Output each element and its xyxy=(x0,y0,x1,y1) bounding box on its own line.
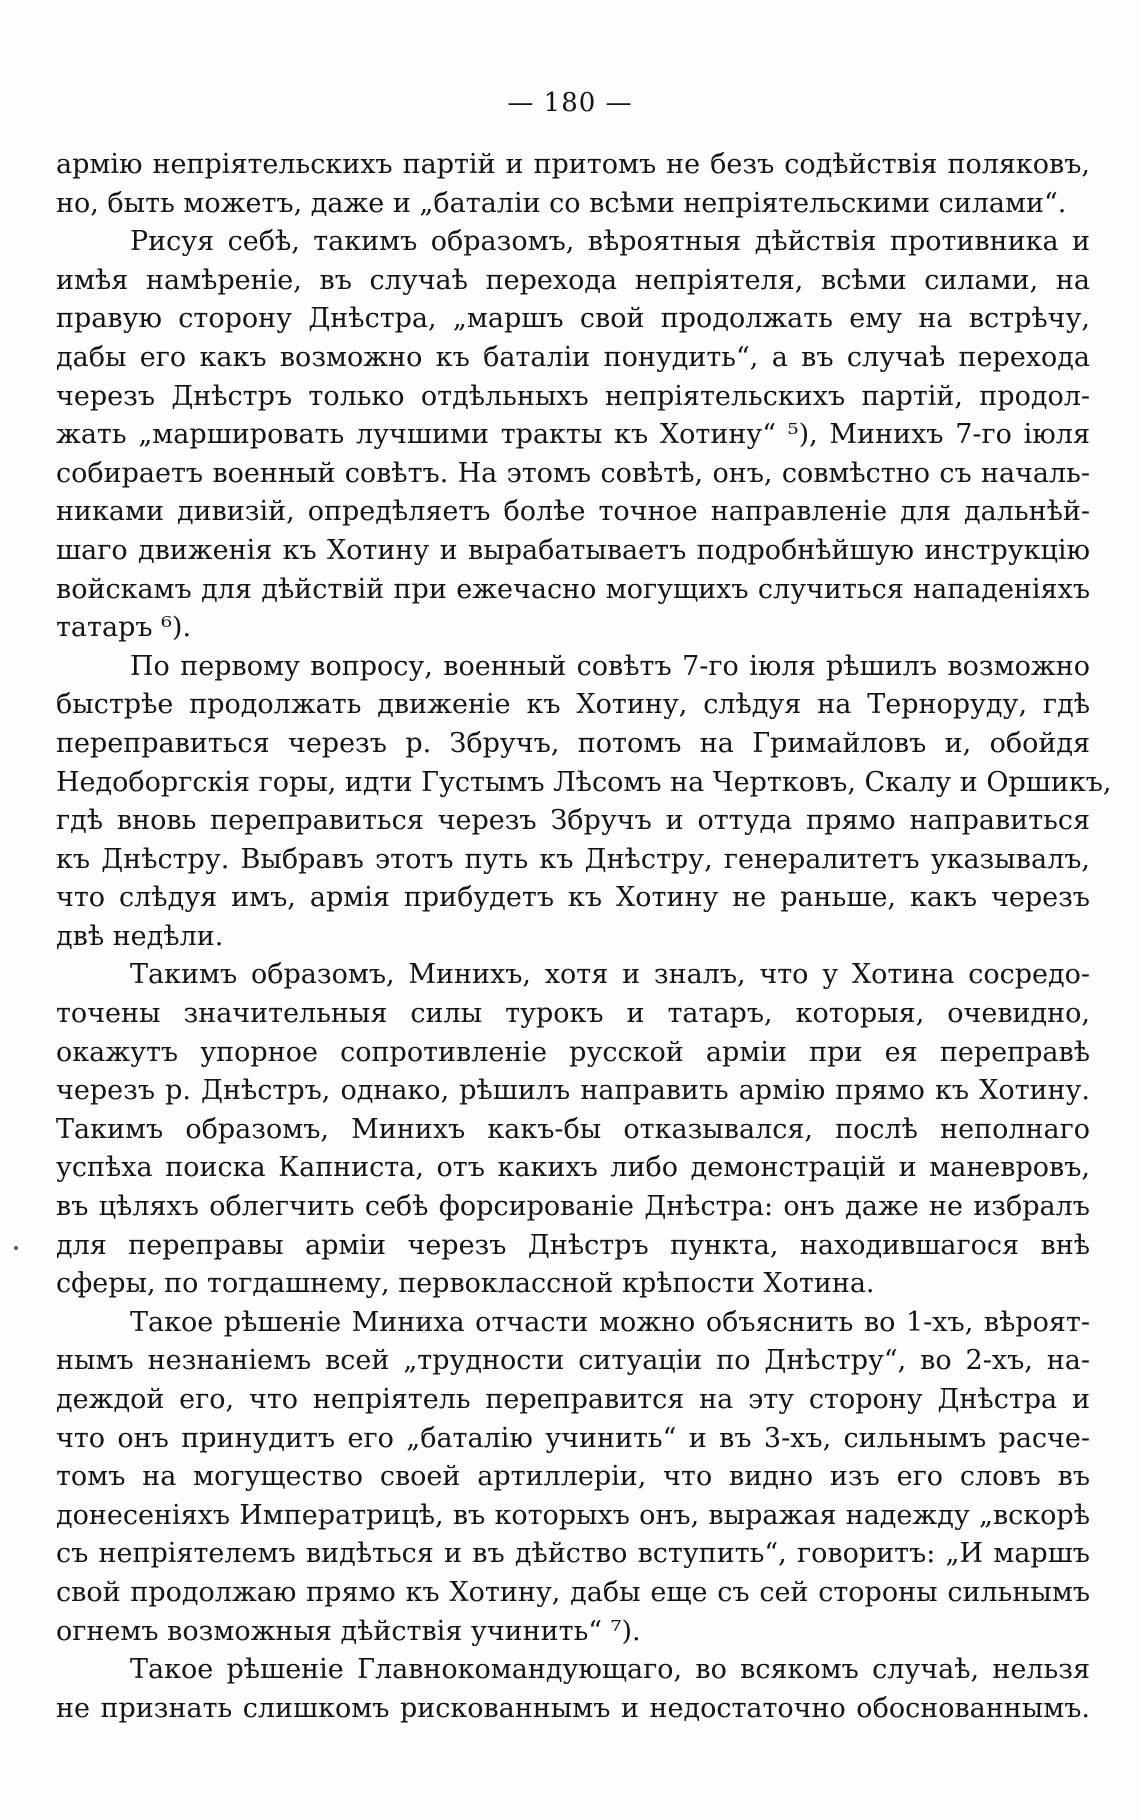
text-line: не признать слишкомъ рискованнымъ и недостаточно обоснованнымъ. xyxy=(56,1692,1090,1724)
text-line: деждой его, что непріятель переправится на эту сторону Днѣстра и xyxy=(56,1384,1090,1415)
text-line: огнемъ возможныя дѣйствія учинить“ ⁷). xyxy=(56,1615,641,1647)
text-line: жать „маршировать лучшими тракты къ Хотину“ ⁵), Минихъ 7-го іюля xyxy=(56,419,1090,451)
text-line: черезъ р. Днѣстръ, однако, рѣшилъ направить армію прямо къ Хотину. xyxy=(56,1075,1090,1107)
text-line: татаръ ⁶). xyxy=(56,612,192,644)
text-line: Такимъ образомъ, Минихъ, хотя и зналъ, что у Хотина сосредо- xyxy=(130,959,1090,991)
text-line: двѣ недѣли. xyxy=(56,920,224,952)
text-line: войскамъ для дѣйствій при ежечасно могущихъ случиться нападеніяхъ xyxy=(56,573,1090,605)
text-line: успѣха поиска Капниста, отъ какихъ либо демонстрацій и маневровъ, xyxy=(56,1152,1090,1184)
text-line: черезъ Днѣстръ только отдѣльныхъ непріятельскихъ партій, продол- xyxy=(56,380,1090,412)
text-line: армію непріятельскихъ партій и притомъ не безъ содѣйствія поляковъ, xyxy=(56,149,1090,180)
text-line: дабы его какъ возможно къ баталіи понудить“, а въ случаѣ перехода xyxy=(56,341,1090,373)
page-number: — 180 — xyxy=(507,88,633,118)
text-line: къ Днѣстру. Выбравъ этотъ путь къ Днѣстру, генералитетъ указывалъ, xyxy=(56,843,1090,875)
text-line: По первому вопросу, военный совѣтъ 7-го іюля рѣшилъ возможно xyxy=(130,650,1090,682)
body-text xyxy=(56,146,1112,1728)
text-line: Рисуя себѣ, такимъ образомъ, вѣроятныя дѣйствія противника и xyxy=(130,226,1090,258)
text-line: съ непріятелемъ видѣться и въ дѣйство вступить“, говоритъ: „И маршъ xyxy=(56,1538,1090,1570)
text-line: свой продолжаю прямо къ Хотину, дабы еще съ сей стороны сильнымъ xyxy=(56,1576,1090,1608)
text-line: точены значительныя силы турокъ и татаръ, которыя, очевидно, xyxy=(56,998,1090,1030)
text-line: что онъ принудитъ его „баталію учинить“ и въ 3-хъ, сильнымъ расче- xyxy=(56,1422,1090,1454)
text-line: сферы, по тогдашнему, первоклассной крѣпости Хотина. xyxy=(56,1268,875,1300)
text-line: правую сторону Днѣстра, „маршъ свой продолжать ему на встрѣчу, xyxy=(56,303,1090,335)
text-line: гдѣ вновь переправиться черезъ Збручъ и оттуда прямо направиться xyxy=(56,805,1090,837)
text-line: шаго движенія къ Хотину и вырабатываетъ подробнѣйшую инструкцію xyxy=(56,534,1090,566)
text-line: Недоборгскія горы, идти Густымъ Лѣсомъ на Чертковъ, Скалу и Оршикъ, xyxy=(56,766,1112,798)
text-line: томъ на могущество своей артиллеріи, что видно изъ его словъ въ xyxy=(56,1461,1090,1493)
text-line: для переправы арміи черезъ Днѣстръ пункта, находившагося внѣ xyxy=(56,1229,1090,1261)
text-line: быстрѣе продолжать движеніе къ Хотину, слѣдуя на Терноруду, гдѣ xyxy=(56,689,1090,721)
text-line: что слѣдуя имъ, армія прибудетъ къ Хотину не раньше, какъ черезъ xyxy=(56,882,1090,914)
text-line: имѣя намѣреніе, въ случаѣ перехода непріятеля, всѣми силами, на xyxy=(56,264,1090,296)
text-line: Такимъ образомъ, Минихъ какъ-бы отказывался, послѣ неполнаго xyxy=(56,1113,1090,1145)
text-line: собираетъ военный совѣтъ. На этомъ совѣтѣ, онъ, совмѣстно съ началь- xyxy=(56,457,1090,489)
text-line: въ цѣляхъ облегчить себѣ форсированіе Днѣстра: онъ даже не избралъ xyxy=(56,1191,1090,1223)
text-line: Такое рѣшеніе Миниха отчасти можно объяснить во 1-хъ, вѣроят- xyxy=(130,1306,1090,1338)
margin-dot-mark xyxy=(14,1246,18,1250)
text-line: никами дивизій, опредѣляетъ болѣе точное направленіе для дальнѣй- xyxy=(56,496,1090,528)
text-line: Такое рѣшеніе Главнокомандующаго, во всякомъ случаѣ, нельзя xyxy=(130,1654,1090,1686)
text-line: но, быть можетъ, даже и „баталіи со всѣми непріятельскими силами“. xyxy=(56,187,1067,219)
text-line: переправиться черезъ р. Збручъ, потомъ на Гримайловъ и, обойдя xyxy=(56,727,1090,759)
text-line: нымъ незнаніемъ всей „трудности ситуаціи по Днѣстру“, во 2-хъ, на- xyxy=(56,1345,1090,1377)
text-line: окажутъ упорное сопротивленіе русской арміи при ея переправѣ xyxy=(56,1036,1090,1068)
text-line: донесеніяхъ Императрицѣ, въ которыхъ онъ, выражая надежду „вскорѣ xyxy=(56,1499,1090,1531)
